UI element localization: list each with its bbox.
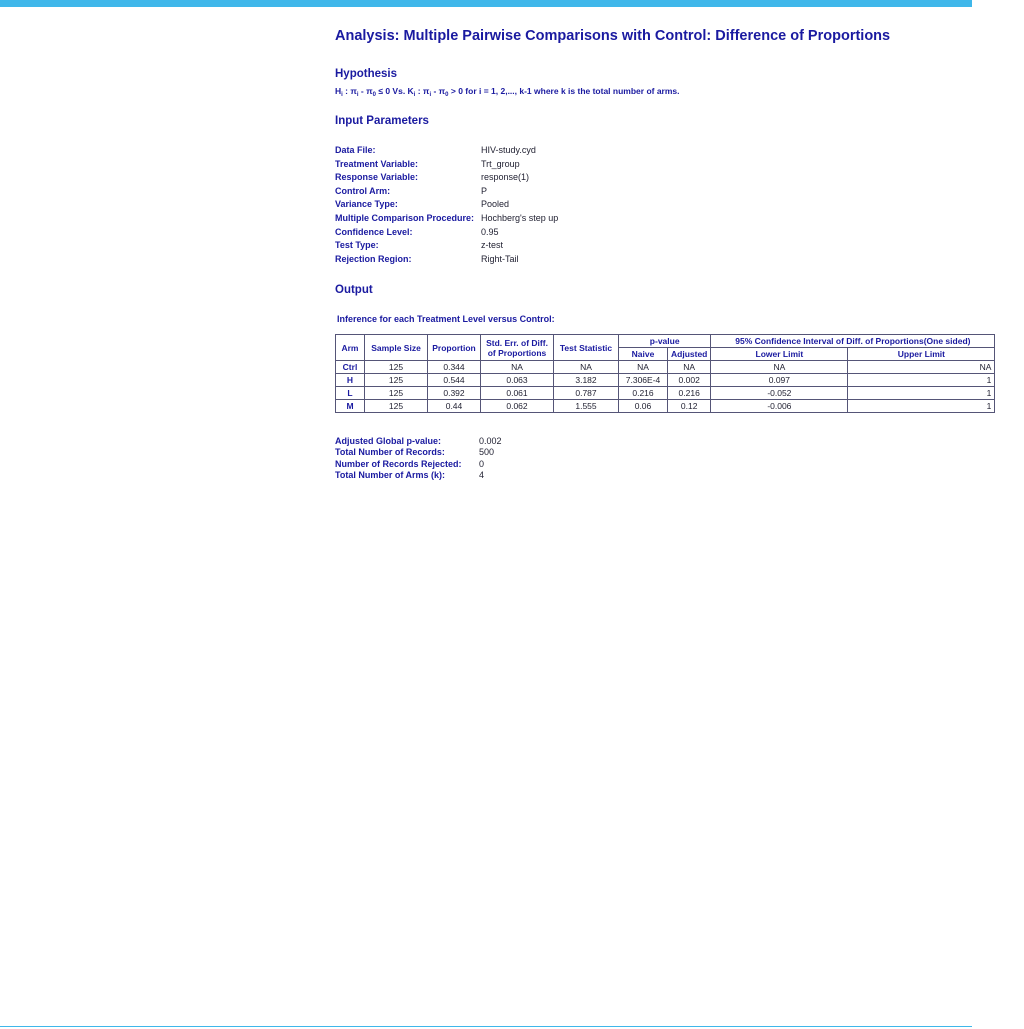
param-value: Trt_group (481, 158, 520, 169)
summary-label: Total Number of Records: (335, 447, 445, 458)
hyp-sub-2: 0 (372, 92, 376, 98)
cell-adjusted: 0.002 (668, 374, 711, 387)
cell-arm: H (336, 374, 365, 387)
cell-arm: Ctrl (336, 361, 365, 374)
cell-naive: 0.06 (619, 400, 668, 413)
cell-arm: L (336, 387, 365, 400)
summary-row (335, 459, 502, 470)
param-label: Treatment Variable: (335, 158, 419, 169)
col-naive: Naive (619, 348, 668, 361)
col-std-err: Std. Err. of Diff. of Proportions (481, 335, 554, 361)
summary-value: 0 (479, 458, 485, 469)
table-row (336, 361, 995, 374)
cell-lower-limit: -0.052 (711, 387, 848, 400)
param-label: Control Arm: (335, 185, 391, 196)
param-row (335, 198, 558, 212)
param-label: Rejection Region: (335, 253, 412, 264)
param-label: Test Type: (335, 240, 379, 251)
col-test-statistic: Test Statistic (554, 335, 619, 361)
cell-test-statistic: 0.787 (554, 387, 619, 400)
results-table (335, 334, 995, 413)
cell-naive: 7.306E-4 (619, 374, 668, 387)
param-row (335, 253, 558, 267)
cell-test-statistic: NA (554, 361, 619, 374)
param-value: Pooled (481, 199, 510, 210)
col-p-value: p-value (619, 335, 711, 348)
hypothesis-text (335, 86, 680, 98)
hyp-k-sub: i (413, 92, 416, 98)
cell-proportion: 0.344 (428, 361, 481, 374)
cell-proportion: 0.544 (428, 374, 481, 387)
summary-value: 4 (479, 470, 485, 481)
cell-upper-limit: 1 (848, 400, 995, 413)
hyp-part-3: ≤ 0 Vs. K (375, 86, 414, 96)
param-row (335, 226, 558, 240)
cell-naive: NA (619, 361, 668, 374)
summary-value: 500 (479, 447, 495, 458)
summary-label: Total Number of Arms (k): (335, 470, 446, 481)
param-row (335, 158, 558, 172)
summary-row (335, 447, 502, 458)
col-sample-size: Sample Size (365, 335, 428, 361)
param-row (335, 212, 558, 226)
param-label: Variance Type: (335, 199, 398, 210)
param-row (335, 171, 558, 185)
param-value: Right-Tail (481, 253, 519, 264)
param-value: response(1) (481, 172, 530, 183)
cell-upper-limit: NA (848, 361, 995, 374)
cell-arm: M (336, 400, 365, 413)
hyp-part-1: : π (342, 86, 357, 96)
cell-lower-limit: 0.097 (711, 374, 848, 387)
cell-std-err: 0.063 (481, 374, 554, 387)
cell-upper-limit: 1 (848, 387, 995, 400)
table-row (336, 400, 995, 413)
cell-sample-size: 125 (365, 387, 428, 400)
hyp-part-2: - π (358, 86, 373, 96)
hyp-sub-4: 0 (445, 92, 449, 98)
right-margin (972, 0, 1024, 1029)
hyp-h-sub: i (341, 92, 343, 98)
cell-std-err: 0.062 (481, 400, 554, 413)
param-row (335, 185, 558, 199)
col-adjusted: Adjusted (668, 348, 711, 361)
summary-row (335, 470, 502, 481)
col-ci: 95% Confidence Interval of Diff. of Proportions(One sided) (711, 335, 995, 348)
hyp-h: H (335, 86, 342, 96)
cell-proportion: 0.392 (428, 387, 481, 400)
col-arm: Arm (336, 335, 365, 361)
param-row (335, 144, 558, 158)
param-label: Multiple Comparison Procedure: (335, 212, 475, 223)
summary-value: 0.002 (479, 436, 502, 446)
summary-label: Number of Records Rejected: (335, 458, 462, 469)
cell-test-statistic: 1.555 (554, 400, 619, 413)
param-value: HIV-study.cyd (481, 145, 536, 155)
col-proportion: Proportion (428, 335, 481, 361)
cell-adjusted: NA (668, 361, 711, 374)
bottom-accent-line (0, 1026, 972, 1027)
param-label: Response Variable: (335, 172, 419, 183)
param-value: P (481, 185, 488, 196)
input-parameters-heading: Input Parameters (335, 115, 429, 127)
hyp-part-5: - π (431, 86, 446, 96)
param-label: Data File: (335, 145, 376, 155)
table-row (336, 374, 995, 387)
inference-heading: Inference for each Treatment Level versus Control: (337, 314, 555, 324)
cell-sample-size: 125 (365, 361, 428, 374)
param-value: Hochberg's step up (481, 212, 559, 223)
hypothesis-heading: Hypothesis (335, 68, 397, 80)
hyp-sub-1: i (356, 92, 359, 98)
top-accent-bar (0, 0, 972, 7)
report-title: Analysis: Multiple Pairwise Comparisons with Control: Difference of Proportions (335, 28, 891, 44)
table-row (336, 387, 995, 400)
param-value: z-test (481, 240, 504, 251)
cell-proportion: 0.44 (428, 400, 481, 413)
hyp-part-6: > 0 for i = 1, 2,..., k-1 where k is the total number of arms. (448, 86, 680, 96)
cell-adjusted: 0.216 (668, 387, 711, 400)
summary-label: Adjusted Global p-value: (335, 436, 442, 446)
param-row (335, 239, 558, 253)
input-parameters-list (335, 144, 558, 266)
summary-list (335, 436, 502, 482)
cell-lower-limit: -0.006 (711, 400, 848, 413)
param-label: Confidence Level: (335, 226, 413, 237)
hyp-part-4: : π (415, 86, 430, 96)
col-lower-limit: Lower Limit (711, 348, 848, 361)
cell-naive: 0.216 (619, 387, 668, 400)
cell-sample-size: 125 (365, 400, 428, 413)
output-heading: Output (335, 284, 373, 296)
hyp-sub-3: i (429, 92, 432, 98)
cell-sample-size: 125 (365, 374, 428, 387)
cell-std-err: 0.061 (481, 387, 554, 400)
cell-adjusted: 0.12 (668, 400, 711, 413)
cell-test-statistic: 3.182 (554, 374, 619, 387)
col-upper-limit: Upper Limit (848, 348, 995, 361)
cell-upper-limit: 1 (848, 374, 995, 387)
summary-row (335, 436, 502, 447)
cell-lower-limit: NA (711, 361, 848, 374)
param-value: 0.95 (481, 226, 499, 237)
cell-std-err: NA (481, 361, 554, 374)
